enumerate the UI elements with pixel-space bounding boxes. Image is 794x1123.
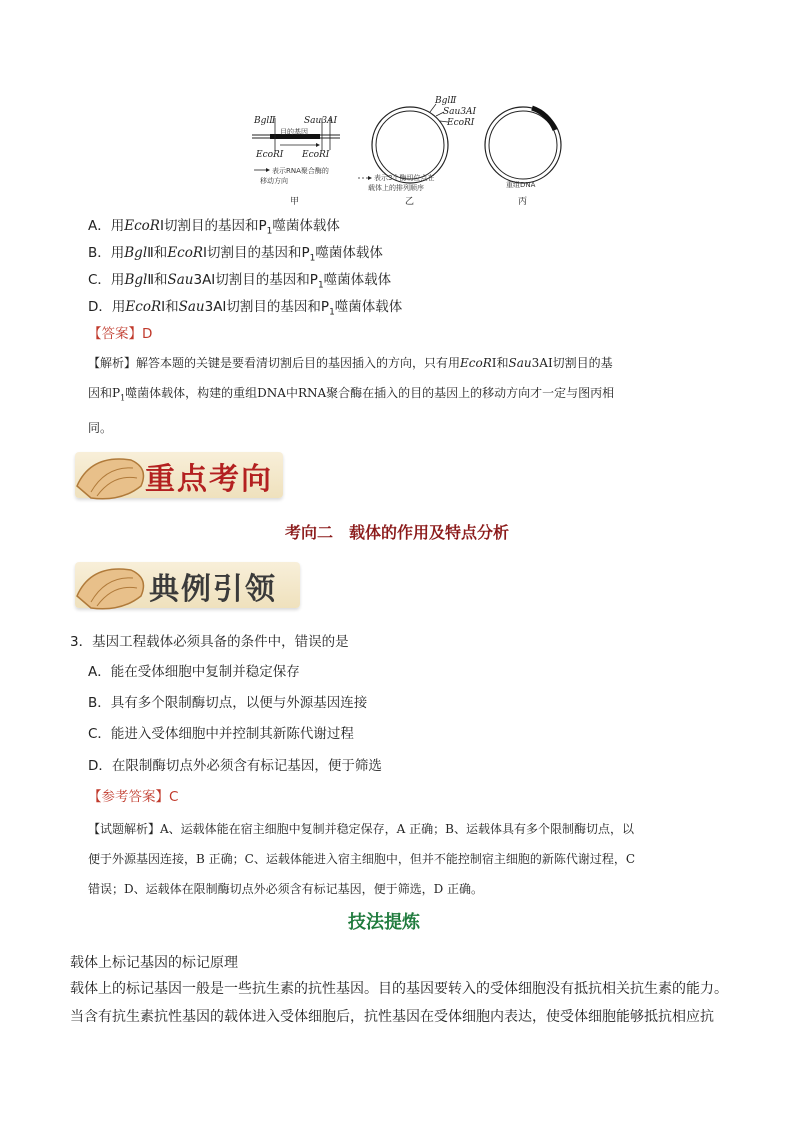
banner-key-direction-text: 重点考向	[145, 462, 273, 497]
q2-option-b: B．用BglⅡ和EcoRⅠ切割目的基因和$P_1$噬菌体载体	[88, 245, 383, 264]
yi-bgl-label: BglⅡ	[435, 96, 457, 106]
q3-analysis: 【试题解析】A、运载体能在宿主细胞中复制并稳定保存，A 正确；B、运载体具有多个限制酶切点，以 便于外源基因连接，B 正确；C、运载体能进入宿主细胞中，但并不能控制宿主细胞的新陈代谢过程，C 错误；D、运载体在限制酶切点外必须含有标记基因，便于筛选，D 正确。	[88, 822, 635, 896]
q3-option-c: C．能进入受体细胞中并控制其新陈代谢过程	[88, 726, 354, 742]
banner-key-direction	[75, 452, 283, 498]
banner-example-text: 典例引领	[149, 572, 277, 607]
jia-gene-label: 目的基因	[280, 128, 308, 136]
yi-legend-1: 表示3个酶切位点在	[374, 174, 435, 182]
technique-heading: 载体上标记基因的标记原理	[70, 955, 238, 971]
q2-answer: 【答案】D	[88, 326, 153, 342]
q3-option-d: D．在限制酶切点外必须含有标记基因，便于筛选	[88, 758, 382, 774]
q2-option-c: C．用BglⅡ和Sau3AⅠ切割目的基因和$P_1$噬菌体载体	[88, 272, 392, 291]
yi-sau-label: Sau3AⅠ	[443, 107, 477, 117]
q2-option-a: A．用EcoRⅠ切割目的基因和$P_1$噬菌体载体	[88, 218, 340, 237]
yi-caption: 乙	[405, 197, 415, 207]
technique-line-1: 载体上的标记基因一般是一些抗生素的抗性基因。目的基因要转入的受体细胞没有抵抗相关抗生素的能力。	[70, 981, 728, 997]
q2-analysis: 【解析】解答本题的关键是要看清切割后目的基因插入的方向，只有用EcoRⅠ和Sau3AⅠ切割目的基 因和$P_1$噬菌体载体，构建的重组DNA中RNA聚合酶在插入的目的基因上的移动方向才一定与图丙相 同。	[88, 356, 615, 436]
jia-sau-label: Sau3AⅠ	[304, 116, 338, 126]
jia-ecor-left: EcoRⅠ	[256, 150, 284, 160]
bing-label: 重组DNA	[506, 181, 536, 189]
shell-icon	[71, 556, 149, 616]
yi-ecor-label: EcoRⅠ	[447, 118, 475, 128]
jia-legend-1: 表示RNA聚合酶的	[272, 167, 329, 175]
q3-option-a: A．能在受体细胞中复制并稳定保存	[88, 664, 300, 680]
jia-caption: 甲	[290, 197, 300, 207]
figure	[240, 90, 570, 210]
q2-option-d: D．用EcoRⅠ和Sau3AⅠ切割目的基因和$P_1$噬菌体载体	[88, 299, 403, 318]
technique-line-2: 当含有抗生素抗性基因的载体进入受体细胞后，抗性基因在受体细胞内表达，使受体细胞能够抵抗相应抗	[70, 1009, 714, 1025]
jia-bgl-label: BglⅡ	[254, 116, 276, 126]
shell-icon	[71, 446, 149, 506]
banner-example	[75, 562, 300, 608]
jia-legend-2: 移动方向	[260, 177, 288, 185]
bing-caption: 丙	[518, 197, 528, 207]
q3-option-b: B．具有多个限制酶切点，以便与外源基因连接	[88, 695, 368, 711]
section-title: 考向二 载体的作用及特点分析	[285, 523, 510, 542]
technique-title: 技法提炼	[348, 912, 420, 933]
q3-stem: 3．基因工程载体必须具备的条件中，错误的是	[70, 634, 349, 650]
yi-legend-2: 载体上的排列顺序	[368, 184, 424, 192]
jia-ecor-right: EcoRⅠ	[302, 150, 330, 160]
q3-answer: 【参考答案】C	[88, 789, 179, 805]
